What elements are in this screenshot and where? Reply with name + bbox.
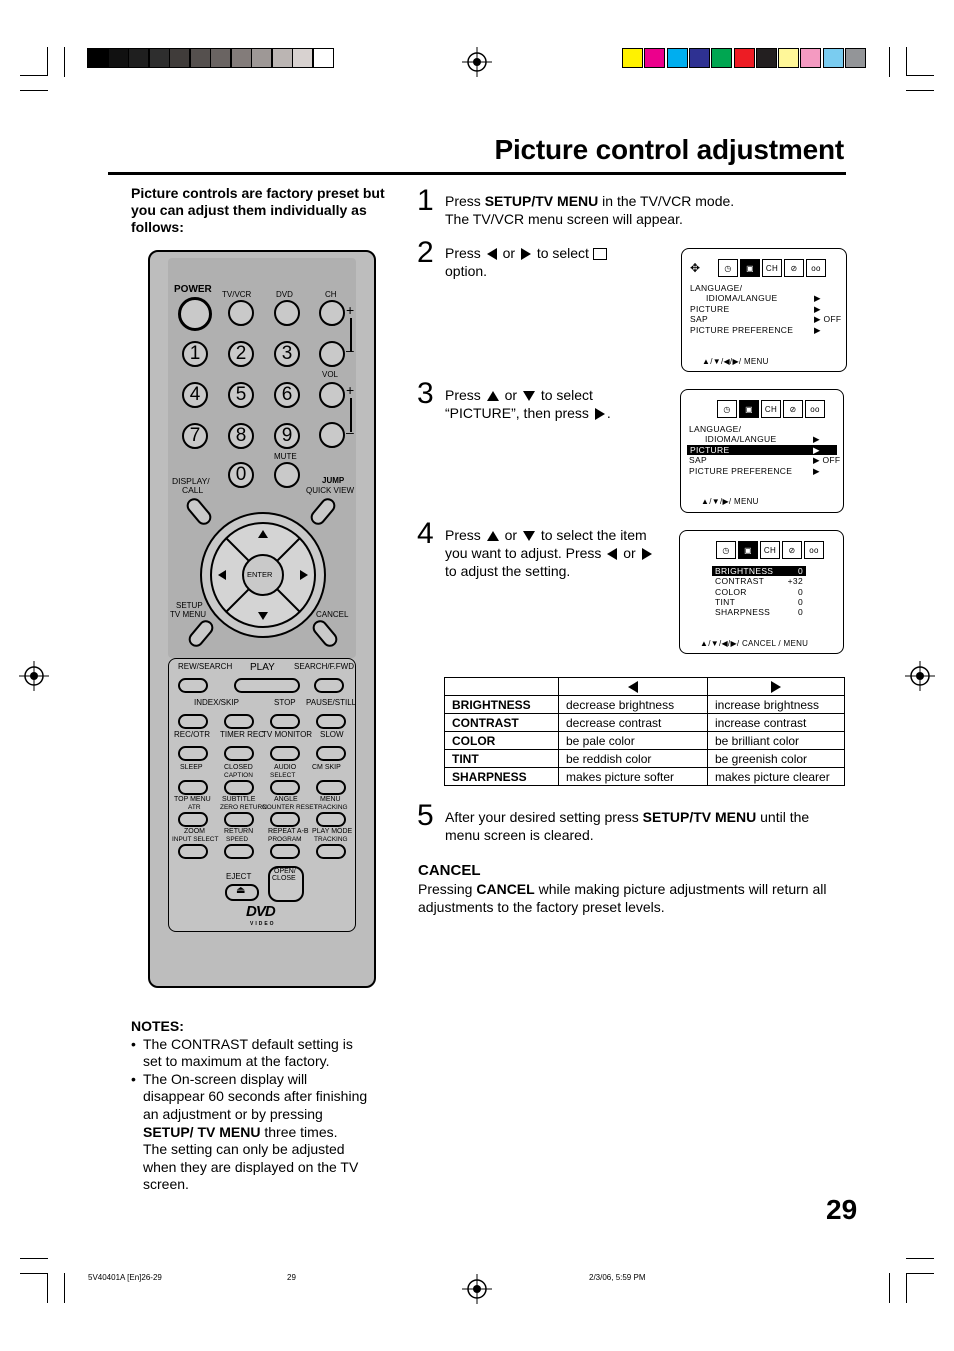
color-swatch — [667, 48, 688, 68]
table-cell-left: be reddish color — [559, 750, 708, 768]
ch-label: CH — [325, 290, 337, 299]
remote-button-sublabel: ATR — [188, 804, 201, 811]
digit-label: 5 — [235, 384, 247, 405]
osd2-sap-value: OFF — [822, 455, 841, 465]
step-1-text-b: SETUP/TV MENU — [484, 193, 599, 209]
note-2d: The setting can only be adjusted when they are displayed on the TV screen. — [143, 1141, 359, 1193]
remote-button — [178, 746, 208, 761]
table-cell-right: makes picture clearer — [708, 768, 845, 786]
dvd-label: DVD — [276, 290, 293, 299]
step-3-text-b: to select — [540, 387, 593, 403]
step-5-number: 5 — [417, 799, 434, 832]
table-header-left — [559, 678, 708, 696]
remote-button-label: SEARCH/F.FWD — [294, 662, 354, 671]
right-arrow-icon — [595, 408, 605, 420]
page-number: 29 — [826, 1194, 858, 1225]
title-rule — [108, 172, 846, 175]
osd3-item — [712, 566, 806, 576]
timer-icon: ◷ — [717, 400, 737, 418]
osd-menu-screen-1: ✥ ◷ ▣ CH ⊘ oo LANGUAGE/ IDIOMA/LANGUE PICTURE SAP PICTURE PREFERENCE ▶ ▶ ▶ OFF ▶ ▲/▼/◀/▶/ MENU — [681, 248, 847, 372]
table-cell-left: decrease brightness — [559, 696, 708, 714]
remote-button — [224, 844, 254, 859]
osd2-row-idioma: IDIOMA/LANGUE — [705, 434, 777, 444]
remote-button — [270, 714, 300, 729]
picture-icon: ▣ — [739, 400, 759, 418]
step-5-text-b: SETUP/TV MENU — [642, 809, 757, 825]
osd1-sap-value: OFF — [823, 314, 842, 324]
lock-icon: ⊘ — [784, 259, 804, 277]
step-4-text-d: to adjust the setting. — [445, 563, 571, 579]
left-arrow-icon — [607, 548, 617, 560]
tvmenu-label: TV MENU — [170, 610, 206, 619]
gray-swatch — [169, 48, 190, 68]
jump-label: JUMP — [322, 476, 345, 485]
remote-button-label: REC/OTR — [174, 730, 210, 739]
remote-button-sublabel: SELECT — [270, 772, 296, 779]
step-1-text-d: The TV/VCR menu screen will appear. — [445, 211, 683, 227]
step-3-text-c: “PICTURE”, then press — [445, 405, 589, 421]
table-cell-name: CONTRAST — [445, 714, 559, 732]
registration-mark-left — [19, 661, 49, 691]
digit-label: 3 — [281, 343, 293, 364]
up-arrow-icon — [487, 391, 499, 401]
osd2-row-picture: PICTURE — [687, 445, 837, 455]
step-4-number: 4 — [417, 517, 434, 550]
vol-label: VOL — [322, 370, 339, 379]
color-swatch — [689, 48, 710, 68]
digit-label: 6 — [281, 384, 293, 405]
remote-button — [316, 714, 346, 729]
osd2-nav: ▲/▼/▶/ MENU — [701, 497, 759, 506]
step-1-text-a: Press — [445, 193, 485, 209]
osd3-item-value: 0 — [797, 586, 803, 597]
tape-icon: oo — [805, 400, 825, 418]
remote-button-label: REPEAT A-B — [268, 828, 309, 835]
open-label: OPEN/ — [274, 868, 296, 875]
osd2-row-language: LANGUAGE/ — [689, 424, 742, 434]
table-cell-left: be pale color — [559, 732, 708, 750]
digit-button — [228, 423, 254, 449]
gray-swatch — [210, 48, 231, 68]
down-arrow-icon — [523, 531, 535, 541]
right-arrow-icon — [642, 548, 652, 560]
osd3-item-label: SHARPNESS — [715, 607, 771, 618]
digit-button — [274, 382, 300, 408]
gray-swatch — [251, 48, 272, 68]
close-label: CLOSE — [272, 875, 296, 882]
move-icon: ✥ — [690, 261, 701, 275]
timer-icon: ◷ — [716, 541, 736, 559]
table-cell-right: increase contrast — [708, 714, 845, 732]
registration-mark-top — [462, 47, 492, 77]
osd1-row-idioma: IDIOMA/LANGUE — [706, 293, 778, 303]
cancel-label: CANCEL — [316, 610, 349, 619]
up-arrow-icon — [487, 531, 499, 541]
table-cell-name: COLOR — [445, 732, 559, 750]
display-label: DISPLAY/ — [172, 476, 210, 486]
step-3-or: or — [504, 387, 518, 403]
right-arrow-icon — [771, 681, 781, 693]
osd1-row-preference: PICTURE PREFERENCE — [690, 325, 794, 335]
dvd-logo: DVD — [246, 903, 275, 920]
enter-label: ENTER — [247, 570, 273, 579]
color-swatch — [644, 48, 665, 68]
tvvcr-button — [228, 300, 254, 326]
remote-button — [224, 780, 254, 795]
remote-button-sublabel: COUNTER RESET — [262, 804, 318, 811]
step-1-text-c: in the TV/VCR mode. — [598, 193, 735, 209]
remote-button — [316, 812, 346, 827]
cancel-text-a: Pressing — [418, 881, 477, 897]
footer-left: 5V40401A [En]26-29 — [88, 1273, 162, 1282]
left-arrow-icon — [628, 681, 638, 693]
ch-vol-button — [319, 382, 345, 408]
gray-swatch — [108, 48, 129, 68]
table-corner — [445, 678, 559, 696]
step-2-text — [445, 244, 675, 280]
notes-section: NOTES: • The CONTRAST default setting is set to maximum at the factory. • The On-screen display will disappear 60 seconds after finishing an adjustment or by pressing SETUP/ TV MENU three times. The setting can only be adjusted when they are displayed on the TV screen. — [131, 1018, 371, 1194]
table-row — [445, 732, 845, 750]
osd2-row-sap: SAP — [689, 455, 707, 465]
table-row — [445, 714, 845, 732]
gray-swatch — [292, 48, 313, 68]
osd3-item-value: 0 — [797, 596, 803, 607]
remote-button-label: PAUSE/STILL — [306, 698, 357, 707]
step-4-text-c: you want to adjust. Press — [445, 545, 602, 561]
table-row — [445, 696, 845, 714]
note-2b: SETUP/ TV MENU — [143, 1123, 261, 1140]
lock-icon: ⊘ — [782, 541, 802, 559]
eject-label: EJECT — [226, 872, 252, 881]
step-2-text-b: to select — [536, 245, 589, 261]
power-label: POWER — [174, 284, 212, 295]
tvvcr-label: TV/VCR — [222, 290, 252, 299]
down-arrow-icon — [523, 391, 535, 401]
step-4-or2: or — [623, 545, 636, 561]
picture-icon: ▣ — [738, 541, 758, 559]
dvd-logo-sub: VIDEO — [250, 921, 276, 927]
digit-label: 4 — [189, 384, 201, 405]
step-3-text — [445, 386, 675, 422]
step-1-text — [445, 192, 765, 228]
remote-button-label: RETURN — [224, 828, 254, 835]
osd3-item — [712, 607, 806, 617]
osd3-item-value: 0 — [797, 566, 803, 576]
remote-button — [270, 780, 300, 795]
table-cell-right: be greenish color — [708, 750, 845, 768]
cancel-text-b: CANCEL — [476, 881, 535, 897]
note-1: The CONTRAST default setting is set to maximum at the factory. — [143, 1035, 353, 1070]
remote-button-sublabel: ZERO RETURN — [220, 804, 267, 811]
picture-icon: ▣ — [740, 259, 760, 277]
table-row — [445, 750, 845, 768]
remote-button — [316, 844, 346, 859]
remote-button — [270, 844, 300, 859]
osd3-item-value: 0 — [797, 607, 803, 618]
osd1-row-language: LANGUAGE/ — [690, 283, 743, 293]
step-3-text-a: Press — [445, 387, 481, 403]
adjustment-table — [444, 677, 845, 786]
remote-button — [316, 780, 346, 795]
step-2-text-c: option. — [445, 263, 488, 279]
setup-label: SETUP — [176, 601, 203, 610]
step-1-number: 1 — [417, 184, 434, 217]
footer-right: 2/3/06, 5:59 PM — [589, 1273, 646, 1282]
channel-icon: CH — [761, 400, 781, 418]
remote-button-label: REW/SEARCH — [178, 662, 233, 671]
table-cell-name: TINT — [445, 750, 559, 768]
step-2-text-a: Press — [445, 245, 481, 261]
eject-icon: ⏏ — [236, 885, 246, 896]
digit-label: 0 — [235, 464, 247, 485]
digit-button — [274, 341, 300, 367]
tape-icon: oo — [804, 541, 824, 559]
osd1-nav: ▲/▼/◀/▶/ MENU — [702, 357, 769, 366]
intro-text: Picture controls are factory preset but you can adjust them individually as follows: — [131, 185, 385, 235]
remote-button-sublabel: PROGRAM — [268, 836, 302, 843]
ch-up-button — [319, 300, 345, 326]
gray-swatch — [231, 48, 252, 68]
gray-swatch — [190, 48, 211, 68]
step-5-text-d: menu screen is cleared. — [445, 827, 594, 843]
osd-picture-screen — [679, 530, 844, 654]
dvd-button — [274, 300, 300, 326]
remote-button — [270, 746, 300, 761]
remote-button-sublabel: TRACKING — [314, 836, 348, 843]
color-swatch — [622, 48, 643, 68]
remote-button-label: TV MONITOR — [262, 730, 313, 739]
color-swatch — [800, 48, 821, 68]
table-cell-left: decrease contrast — [559, 714, 708, 732]
remote-button — [316, 746, 346, 761]
left-arrow-icon — [487, 248, 497, 260]
note-2a: The On-screen display will disappear 60 seconds after finishing an adjustment or by pressing — [143, 1070, 368, 1122]
remote-button-label: SLOW — [320, 730, 344, 739]
color-swatch — [734, 48, 755, 68]
ch-vol-button — [319, 341, 345, 367]
osd3-nav: ▲/▼/◀/▶/ CANCEL / MENU — [700, 639, 809, 648]
mute-button — [274, 462, 300, 488]
remote-button-sublabel: INPUT SELECT — [172, 836, 219, 843]
remote-button-label: STOP — [274, 698, 296, 707]
step-4-text-a: Press — [445, 527, 481, 543]
remote-button-label: MENU — [320, 796, 341, 803]
ch-minus-icon: – — [346, 342, 354, 358]
table-cell-right: increase brightness — [708, 696, 845, 714]
step-2-number: 2 — [417, 236, 434, 269]
osd3-item-value: +32 — [787, 576, 803, 587]
gray-swatch — [149, 48, 170, 68]
table-row — [445, 768, 845, 786]
osd1-row-sap: SAP — [690, 314, 708, 324]
remote-button-label: CLOSED — [224, 764, 253, 771]
registration-mark-bottom — [462, 1274, 492, 1304]
remote-button — [178, 844, 208, 859]
remote-button-label: PLAY MODE — [312, 828, 353, 835]
notes-heading: NOTES: — [131, 1018, 184, 1034]
call-label: CALL — [182, 485, 204, 495]
osd3-item-label: TINT — [715, 596, 736, 607]
remote-button — [178, 678, 208, 693]
digit-label: 1 — [189, 343, 201, 364]
digit-button — [274, 423, 300, 449]
channel-icon: CH — [760, 541, 780, 559]
mute-label: MUTE — [274, 452, 297, 461]
digit-button — [182, 423, 208, 449]
digit-label: 9 — [281, 425, 293, 446]
remote-button — [270, 812, 300, 827]
color-swatch — [711, 48, 732, 68]
remote-button-label: TOP MENU — [174, 796, 211, 803]
osd1-row-picture: PICTURE — [690, 304, 730, 314]
digit-button — [228, 341, 254, 367]
remote-button-label: PLAY — [250, 662, 275, 673]
gray-swatch — [272, 48, 293, 68]
table-cell-right: be brilliant color — [708, 732, 845, 750]
step-5-text — [445, 808, 845, 844]
step-2-or: or — [502, 245, 516, 261]
remote-button — [224, 812, 254, 827]
timer-icon: ◷ — [718, 259, 738, 277]
channel-icon: CH — [762, 259, 782, 277]
remote-button-sublabel: SPEED — [226, 836, 249, 843]
table-header-right — [708, 678, 845, 696]
remote-button — [178, 812, 208, 827]
step-4-text — [445, 526, 675, 580]
digit-button — [228, 462, 254, 488]
step-5-text-c: until the — [756, 809, 810, 825]
remote-button-label: TIMER REC — [220, 730, 264, 739]
note-2c: three times. — [260, 1123, 338, 1140]
ch-plus-icon: + — [346, 302, 355, 318]
osd3-item — [712, 587, 806, 597]
osd-menu-screen-2: ◷ ▣ CH ⊘ oo LANGUAGE/ IDIOMA/LANGUE PICTURE SAP PICTURE PREFERENCE ▶ ▶ ▶ OFF ▶ ▲/▼/▶/ MENU — [680, 389, 844, 513]
step-5-text-a: After your desired setting press — [445, 809, 643, 825]
digit-label: 2 — [235, 343, 247, 364]
power-button — [178, 297, 212, 331]
vol-minus-icon: – — [346, 424, 354, 440]
step-4-or: or — [504, 527, 518, 543]
color-swatch — [778, 48, 799, 68]
page-title: Picture control adjustment — [494, 134, 844, 165]
remote-button-sublabel: TRACKING — [314, 804, 348, 811]
remote-button — [224, 746, 254, 761]
color-swatch — [845, 48, 866, 68]
remote-button-label: SLEEP — [180, 764, 203, 771]
digit-button — [228, 382, 254, 408]
remote-button-label: SUBTITLE — [222, 796, 256, 803]
remote-button-label: AUDIO — [274, 764, 297, 771]
remote-control-illustration — [148, 250, 376, 988]
cancel-text-c: while making picture adjustments will return all adjustments to the factory preset levels. — [418, 881, 827, 915]
gray-swatch — [87, 48, 108, 68]
remote-button — [178, 780, 208, 795]
remote-button-label: INDEX/SKIP — [194, 698, 239, 707]
osd3-item — [712, 576, 806, 586]
osd3-item-label: BRIGHTNESS — [715, 566, 774, 576]
vol-plus-icon: + — [346, 382, 355, 398]
picture-menu-icon — [593, 248, 607, 260]
footer-center: 29 — [287, 1273, 296, 1282]
table-cell-name: BRIGHTNESS — [445, 696, 559, 714]
ch-vol-button — [319, 422, 345, 448]
table-cell-name: SHARPNESS — [445, 768, 559, 786]
color-swatch — [823, 48, 844, 68]
remote-button-label: CM SKIP — [312, 764, 341, 771]
lock-icon: ⊘ — [783, 400, 803, 418]
remote-button-label: ANGLE — [274, 796, 298, 803]
osd2-row-preference: PICTURE PREFERENCE — [689, 466, 793, 476]
registration-mark-right — [905, 661, 935, 691]
remote-button — [234, 678, 300, 693]
remote-button — [224, 714, 254, 729]
remote-button-sublabel: CAPTION — [224, 772, 253, 779]
cancel-heading: CANCEL — [418, 862, 481, 879]
right-arrow-icon — [521, 248, 531, 260]
osd3-item-label: CONTRAST — [715, 576, 765, 587]
step-4-text-b: to select the item — [540, 527, 647, 543]
digit-label: 8 — [235, 425, 247, 446]
table-cell-left: makes picture softer — [559, 768, 708, 786]
gray-swatch — [128, 48, 149, 68]
remote-button — [314, 678, 344, 693]
remote-button — [178, 714, 208, 729]
gray-swatch — [313, 48, 334, 68]
quickview-label: QUICK VIEW — [306, 486, 355, 495]
osd3-item-label: COLOR — [715, 586, 747, 597]
color-swatch — [756, 48, 777, 68]
remote-button-label: ZOOM — [184, 828, 205, 835]
tape-icon: oo — [806, 259, 826, 277]
digit-button — [182, 382, 208, 408]
osd3-item — [712, 597, 806, 607]
step-3-number: 3 — [417, 377, 434, 410]
cancel-text — [418, 880, 848, 916]
step-3-text-d: . — [606, 405, 611, 421]
digit-button — [182, 341, 208, 367]
digit-label: 7 — [189, 425, 201, 446]
